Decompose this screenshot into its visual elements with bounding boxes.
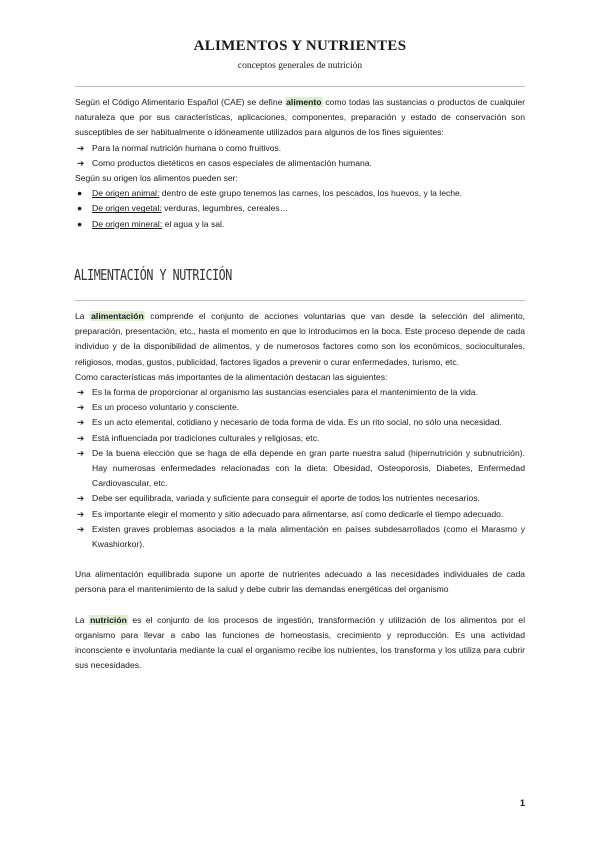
page-number: 1	[519, 798, 525, 808]
arrow-right-icon: ➔	[77, 493, 85, 504]
highlight-alimento: alimento	[286, 97, 322, 107]
origin-lead: Según su origen los alimentos pueden ser:	[75, 173, 238, 184]
spacer	[75, 552, 525, 567]
characteristics-lead: Como características más importantes de la alimentación destacan las siguientes:	[75, 371, 388, 382]
characteristic-item	[75, 522, 525, 552]
characteristic-text: De la buena elección que se haga de ella depende en gran parte nuestra salud (hipernutrición y subnutrición). Hay numerosas enfermedades relacionadas con la dieta: Obesidad, Osteoporosis, Diabetes, Enfermedad Cardiovascular, etc.	[92, 447, 525, 489]
paragraph-text-start: La	[75, 614, 90, 625]
origin-text: dentro de este grupo tenemos las carnes, los pescados, los huevos, y la leche.	[159, 188, 463, 199]
origin-item	[75, 201, 525, 216]
header-divider	[75, 86, 525, 87]
origin-text: el agua y la sal.	[162, 218, 225, 229]
bullet-dot-icon: ●	[77, 218, 83, 229]
alimentacion-section	[75, 309, 525, 673]
highlight-alimentacion: alimentación	[91, 311, 144, 321]
arrow-right-icon: ➔	[77, 387, 85, 398]
document-subtitle: conceptos generales de nutrición	[237, 61, 363, 71]
arrow-right-icon: ➔	[77, 142, 85, 153]
alimento-definition	[75, 95, 525, 141]
nutricion-definition	[75, 613, 525, 674]
section-divider	[75, 300, 525, 301]
characteristic-item	[75, 446, 525, 492]
characteristic-text: Es la forma de proporcionar al organismo las sustancias esenciales para el mantenimiento de la vida.	[92, 387, 478, 398]
spacer	[75, 598, 525, 613]
paragraph-text-end: comprende el conjunto de acciones voluntarias que van desde la selección del alimento, preparación, presentación, etc., hasta el momento en que lo introducimos en la boca. Este proceso depende de cada individuo y de la disponibilidad de alimentos, y de numerosos factores como son los económicos, socioculturales, religiosos, modas, gustos, publicidad, factores ligados a prevenir o curar enfermedades, turismo, etc.	[75, 311, 525, 367]
highlight-nutricion: nutrición	[90, 614, 127, 625]
bullet-dot-icon: ●	[77, 188, 83, 199]
characteristic-text: Es importante elegir el momento y sitio adecuado para alimentarse, así como dedicarle el tiempo adecuado.	[92, 508, 504, 519]
arrow-right-icon: ➔	[77, 157, 85, 168]
bullet-dot-icon: ●	[77, 203, 83, 214]
origin-term: De origen vegetal:	[92, 203, 162, 214]
characteristic-text: Está influenciada por tradiciones culturales y religiosas, etc.	[92, 432, 320, 443]
characteristic-item	[75, 507, 525, 522]
characteristic-item	[75, 415, 525, 430]
characteristic-text: Es un acto elemental, cotidiano y necesario de toda forma de vida. Es un rito social, no sólo una necesidad.	[92, 417, 502, 428]
document-title: ALIMENTOS Y NUTRIENTES	[193, 38, 407, 54]
purpose-item	[75, 141, 525, 156]
origin-item	[75, 217, 525, 232]
characteristic-text: Debe ser equilibrada, variada y suficiente para conseguir el aporte de todos los nutrientes necesarios.	[92, 493, 480, 504]
characteristic-item	[75, 431, 525, 446]
origin-term: De origen animal:	[92, 188, 160, 199]
purpose-item	[75, 156, 525, 171]
purpose-text: Para la normal nutrición humana o como fruitivos.	[92, 142, 282, 153]
purpose-text: Como productos dietéticos en casos especiales de alimentación humana.	[92, 157, 372, 168]
characteristic-text: Existen graves problemas asociados a la mala alimentación en países subdesarrollados (como el Marasmo y Kwashiorkor).	[92, 523, 525, 550]
arrow-right-icon: ➔	[77, 432, 85, 443]
section-heading: ALIMENTACIÓN Y NUTRICIÓN	[74, 266, 232, 284]
arrow-right-icon: ➔	[77, 523, 85, 534]
origin-text: verduras, legumbres, cereales…	[161, 203, 289, 214]
balanced-diet-paragraph: Una alimentación equilibrada supone un aporte de nutrientes adecuado a las necesidades individuales de cada persona para el mantenimiento de la salud y debe cubrir las demandas energéticas del organismo	[75, 569, 525, 595]
paragraph-text-end: es el conjunto de los procesos de ingestión, transformación y utilización de los alimentos por el organismo para llevar a cabo las funciones de homeostasis, crecimiento y reproducción. Es una actividad inconsciente e involuntaria mediante la cual el organismo recibe los nutrientes, los transforma y los utiliza para cubrir sus necesidades.	[75, 614, 525, 671]
definition-text-start: Según el Código Alimentario Español (CAE) se define	[75, 97, 286, 107]
paragraph-text-start: La	[75, 311, 91, 321]
characteristic-text: Es un proceso voluntario y consciente.	[92, 402, 240, 413]
characteristic-item	[75, 491, 525, 506]
intro-section	[75, 95, 525, 232]
definition-text-end: como todas las sustancias o productos de cualquier naturaleza que por sus características, aplicaciones, componentes, preparación y estado de conservación son susceptibles de ser habitualmente o idóneamente utilizados para algunos de los fines siguientes:	[75, 97, 525, 138]
origin-item	[75, 186, 525, 201]
characteristic-item	[75, 400, 525, 415]
alimentacion-definition	[75, 309, 525, 370]
arrow-right-icon: ➔	[77, 508, 85, 519]
arrow-right-icon: ➔	[77, 402, 85, 413]
arrow-right-icon: ➔	[77, 417, 85, 428]
origin-term: De origen mineral:	[92, 218, 163, 229]
characteristic-item	[75, 385, 525, 400]
arrow-right-icon: ➔	[77, 447, 85, 458]
